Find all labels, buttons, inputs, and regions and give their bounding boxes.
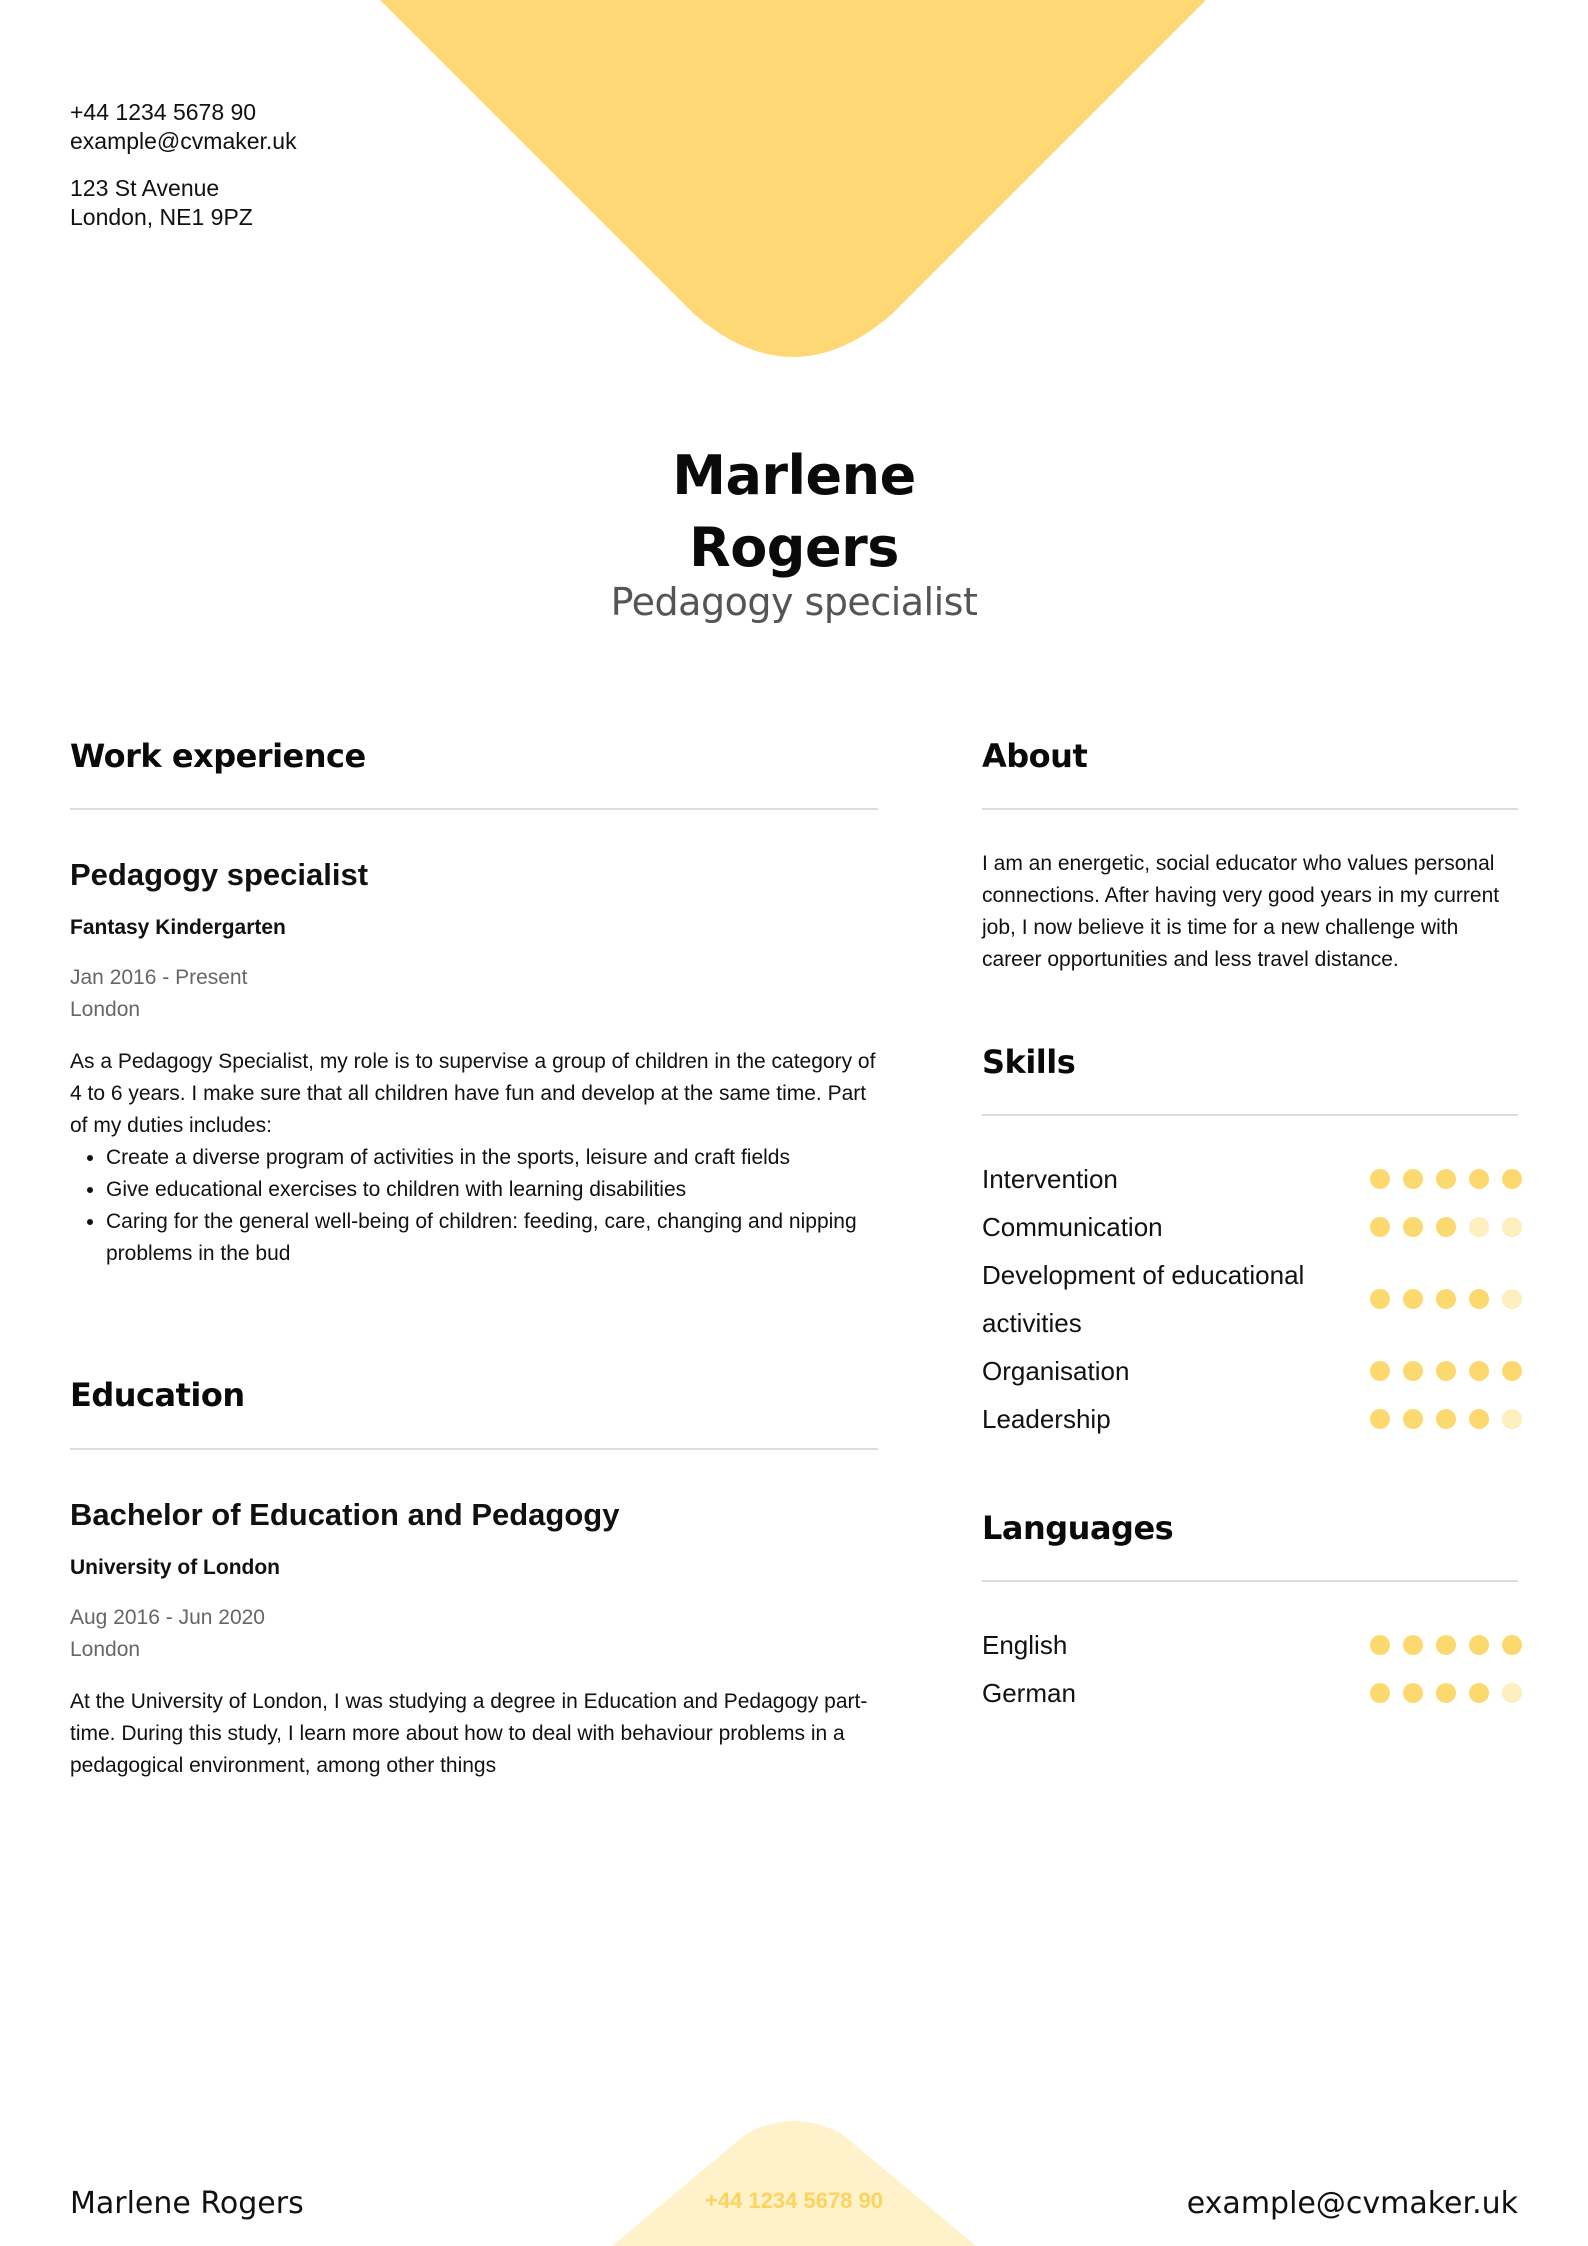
work-entry-description-block (70, 1046, 878, 1270)
list-item: • Create a diverse program of activities in the sports, leisure and craft fields (106, 1142, 878, 1174)
rating-dot (1436, 1289, 1456, 1309)
skill-rating (1370, 1169, 1522, 1189)
skill-row (982, 1203, 1522, 1251)
footer-name: Marlene Rogers (70, 2186, 304, 2221)
education-heading: Education (70, 1376, 245, 1414)
rating-dot (1502, 1217, 1522, 1237)
education-entry-description: At the University of London, I was studying a degree in Education and Pedagogy part-time. During this study, I learn more about how to deal with behaviour problems in a pedagogical environment, among other things (70, 1690, 868, 1777)
rating-dot (1469, 1635, 1489, 1655)
rating-dot (1469, 1289, 1489, 1309)
skill-name: Intervention (982, 1164, 1118, 1194)
rating-dot (1502, 1683, 1522, 1703)
languages-heading: Languages (982, 1509, 1174, 1547)
contact-email: example@cvmaker.uk (70, 128, 297, 154)
rating-dot (1370, 1361, 1390, 1381)
skill-rating (1370, 1217, 1522, 1237)
list-item: • Caring for the general well-being of children: feeding, care, changing and nipping problems in the bud (106, 1206, 878, 1270)
skill-row (982, 1155, 1522, 1203)
education-divider (70, 1448, 878, 1450)
rating-dot (1370, 1217, 1390, 1237)
skill-name: Organisation (982, 1356, 1130, 1386)
skill-row (982, 1251, 1522, 1347)
contact-address-line1: 123 St Avenue (70, 175, 220, 201)
about-divider (982, 808, 1518, 810)
rating-dot (1403, 1361, 1423, 1381)
education-entry-dates: Aug 2016 - Jun 2020 (70, 1606, 265, 1629)
skills-heading: Skills (982, 1043, 1076, 1081)
person-name (0, 440, 1588, 584)
rating-dot (1502, 1361, 1522, 1381)
rating-dot (1403, 1409, 1423, 1429)
about-heading: About (982, 737, 1088, 775)
language-name: German (982, 1678, 1076, 1708)
work-entry-title: Pedagogy specialist (70, 857, 369, 892)
rating-dot (1436, 1169, 1456, 1189)
work-duties-list (70, 1142, 878, 1270)
contact-phone: +44 1234 5678 90 (70, 99, 257, 125)
rating-dot (1469, 1217, 1489, 1237)
rating-dot (1436, 1361, 1456, 1381)
rating-dot (1436, 1409, 1456, 1429)
work-entry-description: As a Pedagogy Specialist, my role is to supervise a group of children in the category of 4 to 6 years. I make sure that all children have fun and develop at the same time. Part of my duties includes: (70, 1050, 876, 1137)
work-entry-org: Fantasy Kindergarten (70, 916, 286, 939)
rating-dot (1403, 1289, 1423, 1309)
rating-dot (1469, 1169, 1489, 1189)
work-divider (70, 808, 878, 810)
education-entry-location: London (70, 1638, 141, 1661)
skill-row (982, 1395, 1522, 1443)
skills-divider (982, 1114, 1518, 1116)
rating-dot (1403, 1683, 1423, 1703)
rating-dot (1403, 1169, 1423, 1189)
rating-dot (1370, 1683, 1390, 1703)
about-text: I am an energetic, social educator who values personal connections. After having very good years in my current job, I now believe it is time for a new challenge with career opportunities and less travel distance. (982, 852, 1500, 971)
rating-dot (1370, 1169, 1390, 1189)
contact-address-line2: London, NE1 9PZ (70, 204, 253, 230)
person-first-name: Marlene (672, 444, 916, 507)
language-rating (1370, 1683, 1522, 1703)
rating-dot (1469, 1409, 1489, 1429)
education-entry-title: Bachelor of Education and Pedagogy (70, 1497, 620, 1532)
list-item: • Give educational exercises to children with learning disabilities (106, 1174, 878, 1206)
language-name: English (982, 1630, 1068, 1660)
work-entry-location: London (70, 998, 141, 1021)
skill-rating (1370, 1409, 1522, 1429)
language-row (982, 1669, 1522, 1717)
work-entry-dates: Jan 2016 - Present (70, 966, 248, 989)
languages-divider (982, 1580, 1518, 1582)
person-last-name: Rogers (689, 516, 899, 579)
rating-dot (1403, 1217, 1423, 1237)
skill-rating (1370, 1361, 1522, 1381)
rating-dot (1436, 1217, 1456, 1237)
language-rating (1370, 1635, 1522, 1655)
contact-block (70, 98, 297, 232)
skill-name: Development of educational activities (982, 1260, 1305, 1338)
skill-name: Communication (982, 1212, 1163, 1242)
rating-dot (1502, 1409, 1522, 1429)
rating-dot (1469, 1683, 1489, 1703)
footer-email: example@cvmaker.uk (1186, 2186, 1518, 2221)
footer-phone: +44 1234 5678 90 (704, 2188, 883, 2213)
rating-dot (1436, 1683, 1456, 1703)
skill-name: Leadership (982, 1404, 1111, 1434)
rating-dot (1370, 1409, 1390, 1429)
rating-dot (1502, 1169, 1522, 1189)
rating-dot (1436, 1635, 1456, 1655)
rating-dot (1370, 1635, 1390, 1655)
language-row (982, 1621, 1522, 1669)
rating-dot (1403, 1635, 1423, 1655)
skill-rating (1370, 1289, 1522, 1309)
rating-dot (1502, 1289, 1522, 1309)
rating-dot (1469, 1361, 1489, 1381)
person-role: Pedagogy specialist (610, 580, 978, 624)
education-entry-org: University of London (70, 1556, 280, 1579)
rating-dot (1502, 1635, 1522, 1655)
work-experience-heading: Work experience (70, 737, 366, 775)
rating-dot (1370, 1289, 1390, 1309)
skill-row (982, 1347, 1522, 1395)
